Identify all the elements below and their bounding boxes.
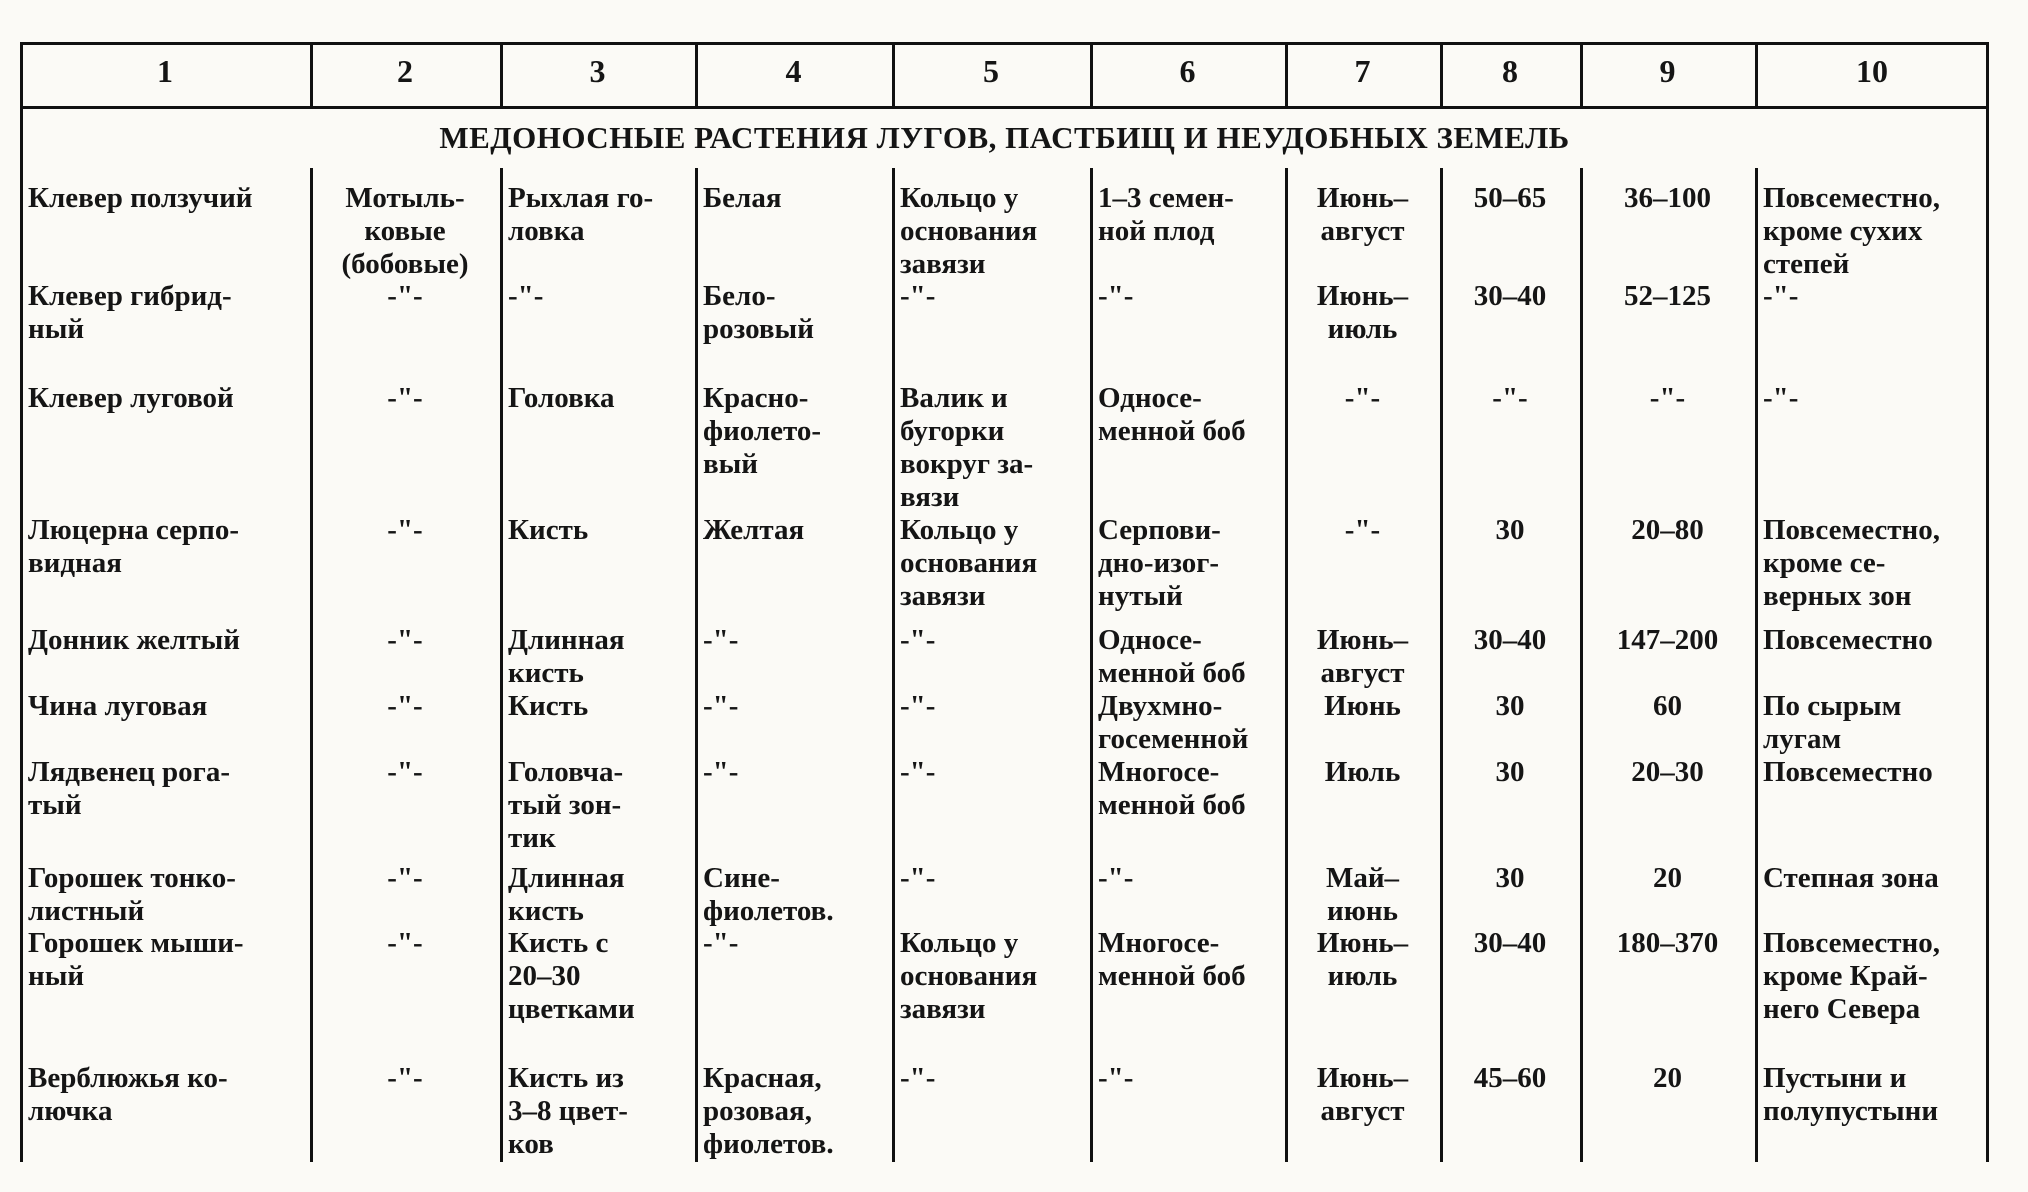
cell-col-1: Горошек мыши- ный: [28, 927, 244, 992]
cell-col-2: -"-: [387, 756, 423, 788]
column-divider: [892, 168, 895, 1162]
cell-col-7: Июнь– июль: [1316, 927, 1409, 992]
cell-col-6: Многосе- менной боб: [1098, 756, 1246, 821]
honey-plants-table: [20, 42, 1989, 1162]
cell-col-5: -"-: [900, 756, 936, 788]
cell-col-3: Длинная кисть: [508, 862, 625, 927]
cell-col-4: Красная, розовая, фиолетов.: [703, 1062, 834, 1160]
cell-col-8: 30–40: [1473, 280, 1547, 312]
cell-col-1: Горошек тонко- листный: [28, 862, 236, 927]
cell-col-9: 60: [1653, 690, 1682, 722]
cell-col-8: 50–65: [1473, 182, 1547, 214]
cell-col-5: -"-: [900, 624, 936, 656]
cell-col-4: Красно- фиолето- вый: [703, 382, 822, 480]
column-number-9: 9: [1659, 53, 1676, 89]
cell-col-9: 180–370: [1616, 927, 1719, 959]
cell-col-4: Сине- фиолетов.: [703, 862, 834, 927]
cell-col-4: -"-: [703, 927, 739, 959]
left-border: [20, 42, 23, 1162]
cell-col-5: -"-: [900, 1062, 936, 1094]
cell-col-5: Кольцо у основания завязи: [900, 514, 1038, 612]
cell-col-7: Июнь: [1324, 690, 1401, 722]
cell-col-2: -"-: [387, 1062, 423, 1094]
cell-col-5: -"-: [900, 690, 936, 722]
top-border: [20, 42, 1989, 45]
cell-col-7: -"-: [1344, 514, 1381, 546]
cell-col-5: Кольцо у основания завязи: [900, 182, 1038, 280]
cell-col-8: 45–60: [1473, 1062, 1547, 1094]
cell-col-4: -"-: [703, 690, 739, 722]
cell-col-10: Повсеместно: [1763, 756, 1933, 788]
cell-col-1: Люцерна серпо- видная: [28, 514, 240, 579]
column-divider: [500, 168, 503, 1162]
column-number-4: 4: [785, 53, 802, 89]
cell-col-10: Степная зона: [1763, 862, 1939, 894]
cell-col-7: Июль: [1324, 756, 1401, 788]
cell-col-7: Июнь– август: [1316, 182, 1409, 247]
column-divider: [310, 168, 313, 1162]
cell-col-3: Кисть: [508, 690, 589, 722]
right-border: [1986, 42, 1989, 1162]
cell-col-7: Июнь– август: [1316, 1062, 1409, 1127]
column-divider: [1580, 168, 1583, 1162]
cell-col-9: -"-: [1649, 382, 1686, 414]
cell-col-8: 30: [1495, 756, 1525, 788]
section-title: МЕДОНОСНЫЕ РАСТЕНИЯ ЛУГОВ, ПАСТБИЩ И НЕУДОБНЫХ ЗЕМЕЛЬ: [439, 120, 1570, 155]
cell-col-5: -"-: [900, 280, 936, 312]
cell-col-7: Июнь– июль: [1316, 280, 1409, 345]
cell-col-5: Кольцо у основания завязи: [900, 927, 1038, 1025]
cell-col-8: -"-: [1492, 382, 1528, 414]
cell-col-2: -"-: [387, 280, 423, 312]
cell-col-10: -"-: [1763, 382, 1799, 414]
column-divider: [1755, 168, 1758, 1162]
column-number-3: 3: [589, 53, 606, 89]
cell-col-8: 30: [1495, 862, 1525, 894]
cell-col-3: Кисть с 20–30 цветками: [508, 927, 635, 1025]
cell-col-10: Повсеместно, кроме се- верных зон: [1763, 514, 1941, 612]
column-number-7: 7: [1354, 53, 1371, 89]
cell-col-2: -"-: [387, 514, 423, 546]
cell-col-1: Лядвенец рога- тый: [28, 756, 230, 821]
column-number-2: 2: [397, 53, 413, 89]
cell-col-9: 20–30: [1631, 756, 1704, 788]
cell-col-6: Многосе- менной боб: [1098, 927, 1246, 992]
column-divider: [695, 168, 698, 1162]
cell-col-6: -"-: [1098, 1062, 1134, 1094]
cell-col-1: Клевер ползучий: [28, 182, 253, 214]
cell-col-3: Рыхлая го- ловка: [508, 182, 654, 247]
cell-col-9: 147–200: [1616, 624, 1719, 656]
column-number-6: 6: [1179, 53, 1196, 89]
cell-col-2: Мотыль- ковые (бобовые): [341, 182, 469, 280]
column-number-10: 10: [1856, 53, 1888, 89]
column-number-8: 8: [1502, 53, 1518, 89]
cell-col-10: Повсеместно: [1763, 624, 1933, 656]
cell-col-6: Односе- менной боб: [1098, 382, 1246, 447]
cell-col-10: Повсеместно, кроме Край- него Севера: [1763, 927, 1941, 1025]
cell-col-4: -"-: [703, 624, 739, 656]
column-divider: [1090, 168, 1093, 1162]
cell-col-6: -"-: [1098, 280, 1134, 312]
column-number-1: 1: [157, 53, 173, 89]
cell-col-3: Головча- тый зон- тик: [508, 756, 624, 854]
cell-col-3: Кисть: [508, 514, 589, 546]
cell-col-8: 30–40: [1473, 927, 1547, 959]
cell-col-6: Односе- менной боб: [1098, 624, 1246, 689]
cell-col-7: -"-: [1344, 382, 1381, 414]
cell-col-6: 1–3 семен- ной плод: [1098, 182, 1234, 247]
cell-col-9: 20: [1653, 1062, 1682, 1094]
cell-col-10: Пустыни и полупустыни: [1763, 1062, 1939, 1127]
cell-col-9: 52–125: [1624, 280, 1711, 312]
cell-col-10: -"-: [1763, 280, 1799, 312]
cell-col-2: -"-: [387, 382, 423, 414]
cell-col-4: -"-: [703, 756, 739, 788]
cell-col-2: -"-: [387, 862, 423, 894]
cell-col-4: Белая: [703, 182, 782, 214]
cell-col-6: Серпови- дно-изог- нутый: [1098, 514, 1221, 612]
cell-col-10: Повсеместно, кроме сухих степей: [1763, 182, 1941, 280]
cell-col-3: Длинная кисть: [508, 624, 625, 689]
header-bottom-border: [20, 106, 1989, 109]
cell-col-10: По сырым лугам: [1763, 690, 1902, 755]
cell-col-9: 20: [1653, 862, 1682, 894]
cell-col-1: Донник желтый: [28, 624, 240, 656]
cell-col-1: Клевер гибрид- ный: [28, 280, 232, 345]
cell-col-3: Кисть из 3–8 цвет- ков: [508, 1062, 628, 1160]
column-divider: [1440, 168, 1443, 1162]
cell-col-6: Двухмно- госеменной: [1098, 690, 1249, 755]
cell-col-2: -"-: [387, 690, 423, 722]
cell-col-5: -"-: [900, 862, 936, 894]
cell-col-7: Июнь– август: [1316, 624, 1409, 689]
cell-col-2: -"-: [387, 927, 423, 959]
cell-col-5: Валик и бугорки вокруг за- вязи: [900, 382, 1034, 513]
cell-col-8: 30–40: [1473, 624, 1547, 656]
cell-col-8: 30: [1495, 514, 1525, 546]
cell-col-4: Желтая: [703, 514, 805, 546]
cell-col-1: Чина луговая: [28, 690, 208, 722]
cell-col-3: -"-: [508, 280, 544, 312]
cell-col-9: 20–80: [1631, 514, 1704, 546]
column-number-5: 5: [983, 53, 999, 89]
cell-col-1: Клевер луговой: [28, 382, 234, 414]
cell-col-1: Верблюжья ко- лючка: [28, 1062, 228, 1127]
cell-col-6: -"-: [1098, 862, 1134, 894]
cell-col-8: 30: [1495, 690, 1525, 722]
cell-col-4: Бело- розовый: [703, 280, 814, 345]
cell-col-7: Май– июнь: [1325, 862, 1400, 927]
cell-col-2: -"-: [387, 624, 423, 656]
cell-col-3: Головка: [508, 382, 615, 414]
cell-col-9: 36–100: [1624, 182, 1711, 214]
column-divider: [1285, 168, 1288, 1162]
